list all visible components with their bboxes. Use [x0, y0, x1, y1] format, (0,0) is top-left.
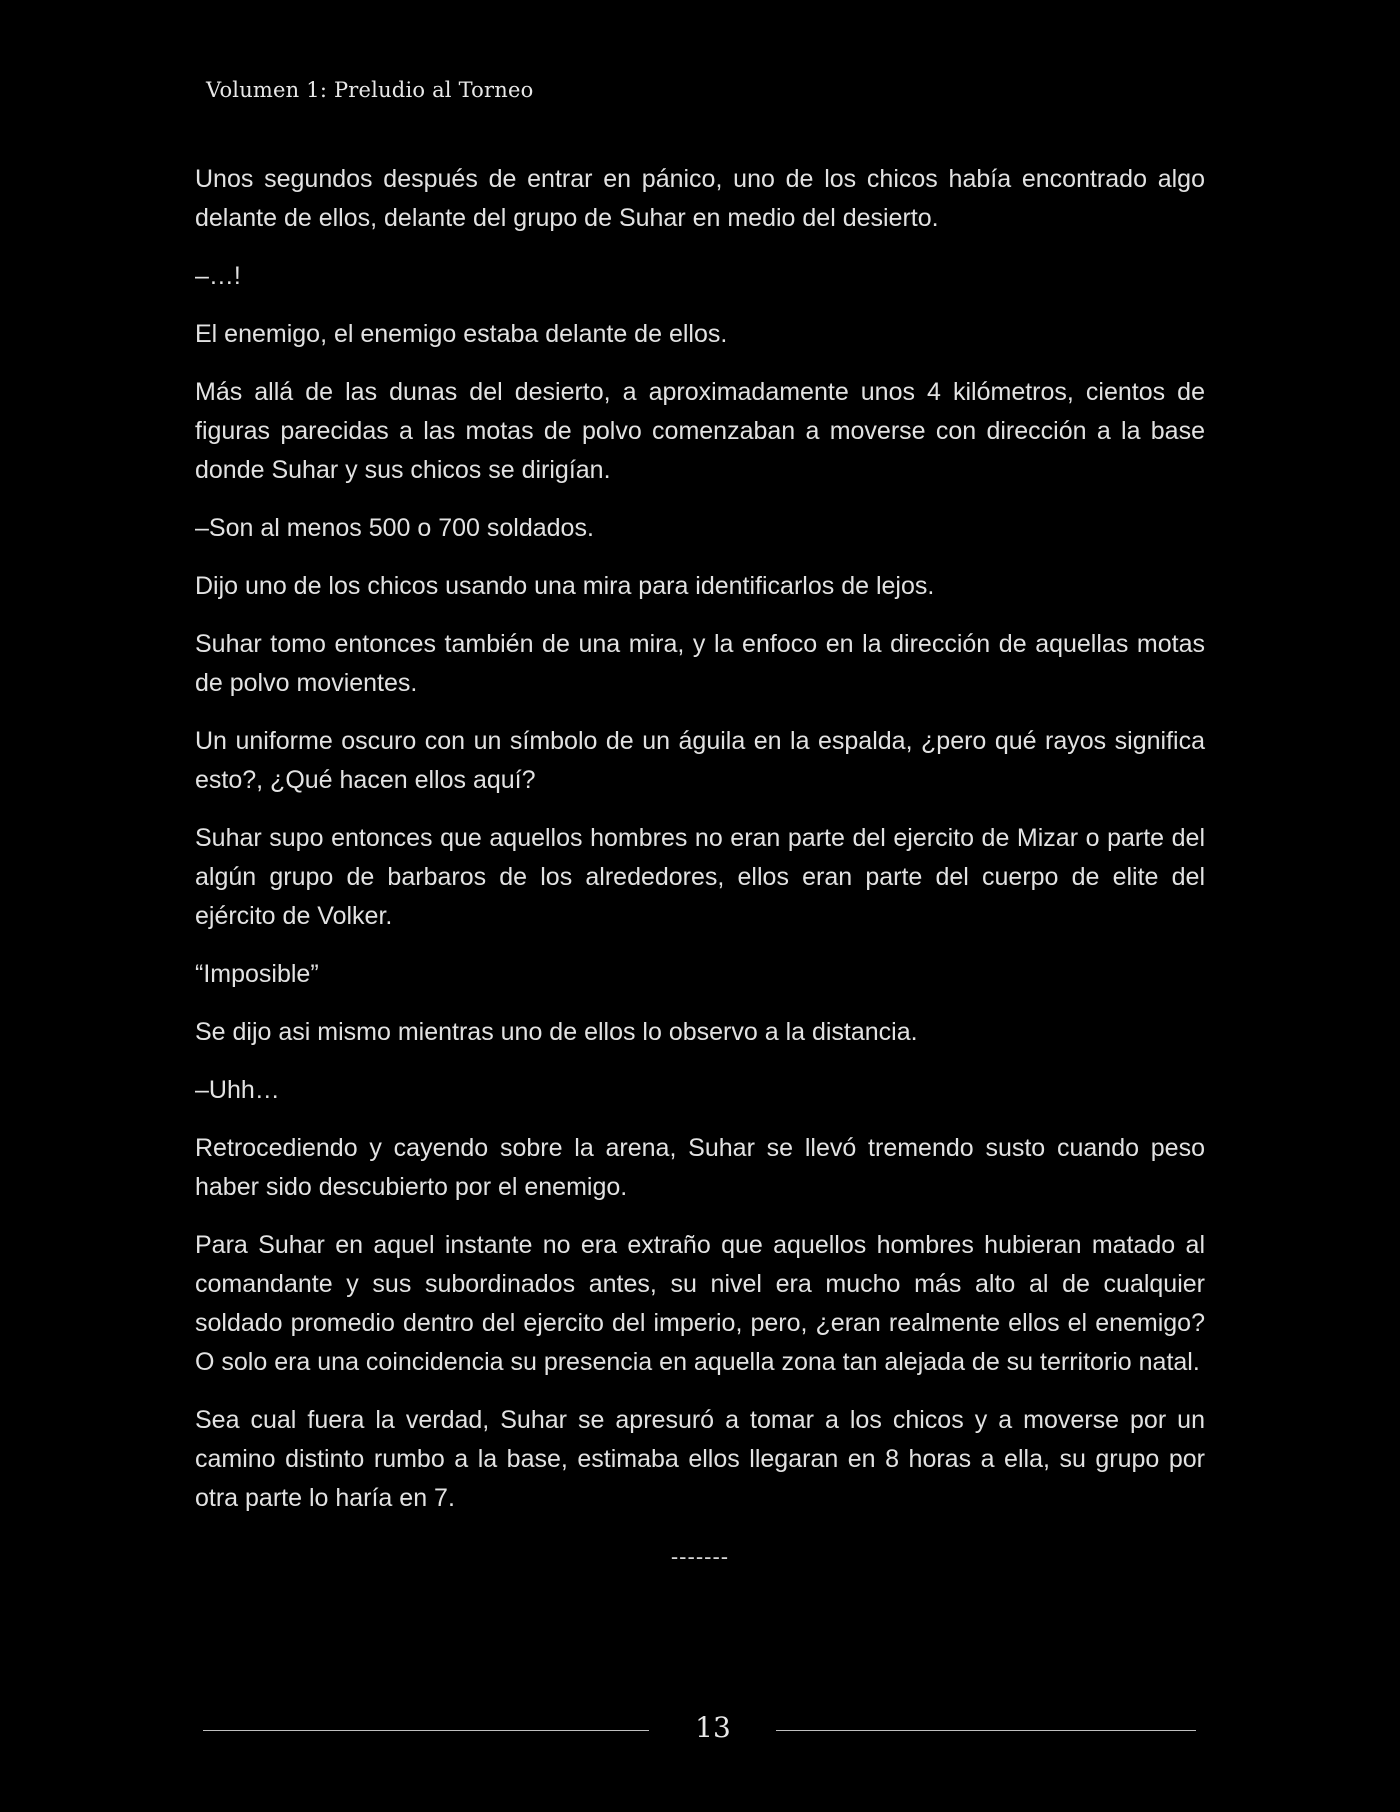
page-footer: [0, 1705, 1400, 1755]
paragraph: Se dijo asi mismo mientras uno de ellos lo observo a la distancia.: [195, 1018, 918, 1046]
paragraph: Suhar tomo entonces también de una mira, y la enfoco en la dirección de aquellas motas de polvo movientes.: [195, 630, 1205, 697]
paragraph: Suhar supo entonces que aquellos hombres no eran parte del ejercito de Mizar o parte del algún grupo de barbaros de los alrededores, ellos eran parte del cuerpo de elite del ejército de Volker.: [195, 824, 1205, 930]
running-header-title: Volumen 1: Preludio al Torneo: [206, 78, 534, 102]
footer-rule-left: [203, 1730, 649, 1731]
paragraph: Para Suhar en aquel instante no era extraño que aquellos hombres hubieran matado al comandante y sus subordinados antes, su nivel era mucho más alto al de cualquier soldado promedio dentro del ejercito del imperio, pero, ¿eran realmente ellos el enemigo? O solo era una coincidencia su presencia en aquella zona tan alejada de su territorio natal.: [195, 1231, 1205, 1376]
page-number: 13: [695, 1711, 731, 1744]
paragraph: Un uniforme oscuro con un símbolo de un águila en la espalda, ¿pero qué rayos significa esto?, ¿Qué hacen ellos aquí?: [195, 727, 1205, 794]
paragraph: Dijo uno de los chicos usando una mira para identificarlos de lejos.: [195, 572, 935, 600]
paragraph: “Imposible”: [195, 960, 319, 988]
footer-rule-right: [776, 1730, 1196, 1731]
paragraph: –…!: [195, 262, 241, 290]
scene-separator: -------: [670, 1544, 730, 1569]
page-body: [195, 160, 1205, 1576]
paragraph: Más allá de las dunas del desierto, a aproximadamente unos 4 kilómetros, cientos de figuras parecidas a las motas de polvo comenzaban a moverse con dirección a la base donde Suhar y sus chicos se dirigían.: [195, 378, 1205, 484]
paragraph: Unos segundos después de entrar en pánico, uno de los chicos había encontrado algo delante de ellos, delante del grupo de Suhar en medio del desierto.: [195, 165, 1205, 232]
paragraph: Sea cual fuera la verdad, Suhar se apresuró a tomar a los chicos y a moverse por un camino distinto rumbo a la base, estimaba ellos llegaran en 8 horas a ella, su grupo por otra parte lo haría en 7.: [195, 1406, 1205, 1512]
paragraph: El enemigo, el enemigo estaba delante de ellos.: [195, 320, 728, 348]
paragraph: Retrocediendo y cayendo sobre la arena, Suhar se llevó tremendo susto cuando peso haber sido descubierto por el enemigo.: [195, 1134, 1205, 1201]
paragraph: –Uhh…: [195, 1076, 280, 1104]
paragraph: –Son al menos 500 o 700 soldados.: [195, 514, 594, 542]
